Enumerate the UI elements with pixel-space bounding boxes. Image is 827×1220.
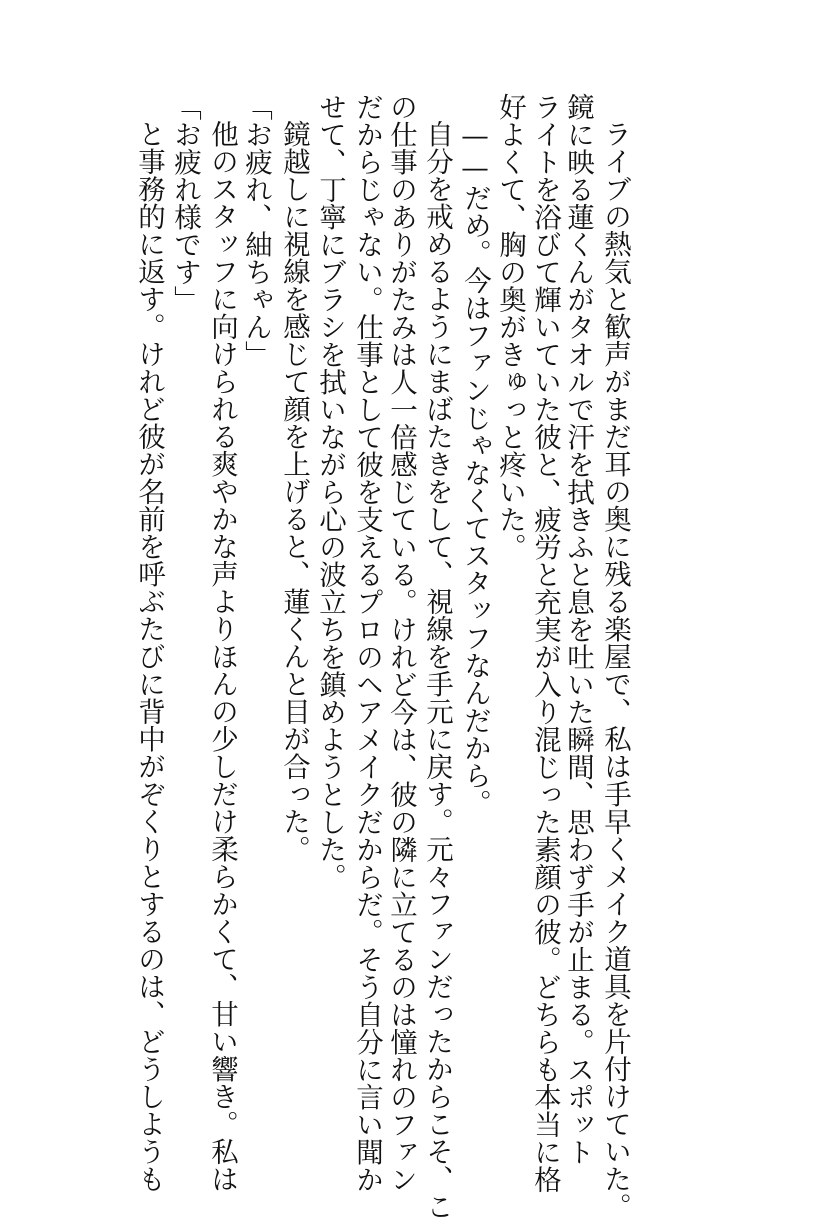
text-line-4: 好よくて、胸の奥がきゅっと疼いた。 (494, 93, 526, 561)
text-line-5: ——だめ。今はファンじゃなくてスタッフなんだから。 (459, 120, 491, 817)
text-line-7: の仕事のありがたみは人一倍感じている。けれど今は、彼の隣に立てるのは憧れのファン (385, 93, 417, 1193)
text-line-13: 「お疲れ様です」 (169, 93, 201, 313)
text-line-14: と事務的に返す。けれど彼が名前を呼ぶたびに背中がぞくりとするのは、どうしようも (133, 120, 165, 1193)
text-line-10: 鏡越しに視線を感じて顔を上げると、蓮くんと目が合った。 (278, 120, 310, 863)
text-line-1: ライブの熱気と歓声がまだ耳の奥に残る楽屋で、私は手早くメイク道具を片付けていた。 (599, 120, 631, 1220)
text-line-12: 他のスタッフに向けられる爽やかな声よりほんの少しだけ柔らかくて、甘い響き。私は (206, 120, 238, 1193)
text-line-8: だからじゃない。仕事として彼を支えるプロのヘアメイクだからだ。そう自分に言い聞か (351, 93, 383, 1193)
text-line-2: 鏡に映る蓮くんがタオルで汗を拭きふと息を吐いた瞬間、思わず手が止まる。スポット (562, 93, 594, 1166)
text-line-6: 自分を戒めるようにまばたきをして、視線を手元に戻す。元々ファンだったからこそ、こ (421, 120, 453, 1220)
text-line-11: 「お疲れ、紬ちゃん」 (240, 93, 272, 368)
text-line-3: ライトを浴びて輝いていた彼と、疲労と充実が入り混じった素顔の彼。どちらも本当に格 (529, 93, 561, 1193)
text-line-9: せて、丁寧にブラシを拭いながら心の波立ちを鎮めようとした。 (314, 93, 346, 891)
